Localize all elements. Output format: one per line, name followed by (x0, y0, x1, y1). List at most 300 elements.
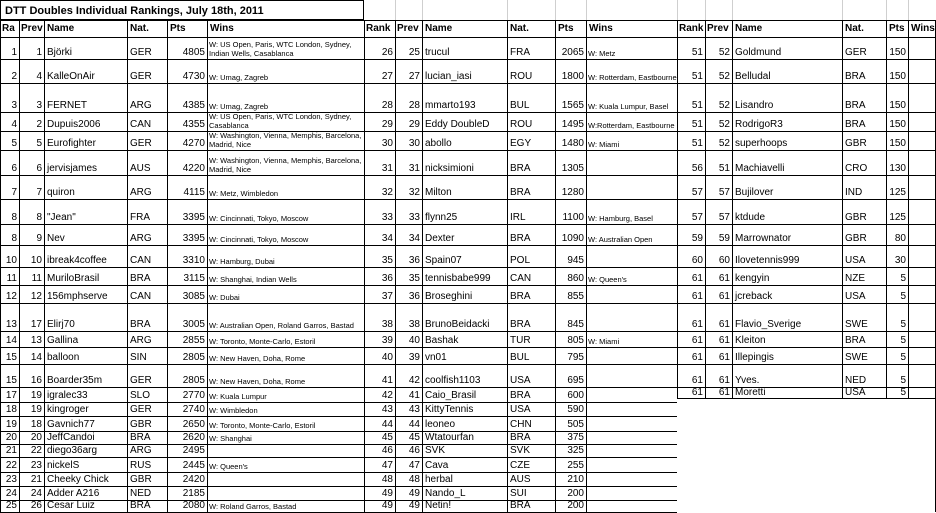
column-divider (908, 20, 909, 398)
column-header-rank: Rank (366, 23, 391, 34)
column-divider (507, 0, 508, 20)
prev-rank-cell: 35 (408, 273, 420, 284)
rank-cell: 33 (381, 212, 393, 223)
nationality-cell: GBR (845, 138, 867, 149)
nationality-cell: AUS (130, 163, 151, 174)
column-header-wins: Wins (589, 23, 613, 34)
wins-cell: W: Kuala Lumpur, Basel (588, 101, 669, 111)
prev-rank-cell: 33 (408, 212, 420, 223)
rank-cell: 27 (381, 71, 393, 82)
points-cell: 210 (567, 474, 584, 485)
prev-rank-cell: 31 (408, 163, 420, 174)
points-cell: 255 (567, 460, 584, 471)
prev-rank-cell: 52 (718, 119, 730, 130)
row-divider (677, 331, 936, 332)
row-divider (364, 431, 677, 432)
column-divider (395, 0, 396, 20)
prev-rank-cell: 52 (718, 71, 730, 82)
row-divider (0, 37, 364, 38)
row-divider (0, 267, 364, 268)
nationality-cell: NED (130, 488, 152, 499)
column-divider (677, 0, 678, 20)
nationality-cell: BRA (510, 319, 531, 330)
player-name-cell: nickelS (47, 460, 80, 471)
points-cell: 150 (889, 47, 906, 58)
rank-cell: 8 (11, 212, 17, 223)
nationality-cell: BRA (845, 119, 866, 130)
prev-rank-cell: 16 (30, 375, 42, 386)
column-divider (422, 20, 423, 512)
rank-cell: 30 (381, 138, 393, 149)
column-header-wins: Wins (911, 23, 935, 34)
player-name-cell: tennisbabe999 (425, 273, 491, 284)
prev-rank-cell: 52 (718, 100, 730, 111)
column-divider (886, 20, 887, 398)
wins-cell: W: Australian Open (588, 234, 653, 244)
wins-cell: W: Toronto, Monte-Carlo, Estoril (209, 420, 316, 430)
player-name-cell: Goldmund (735, 47, 782, 58)
wins-cell: W: Umag, Zagreb (209, 101, 269, 111)
points-cell: 4220 (182, 163, 205, 174)
column-divider (586, 20, 587, 512)
nationality-cell: SLO (130, 390, 151, 401)
column-header-rank: Rank (679, 23, 704, 34)
nationality-cell: GER (130, 71, 152, 82)
row-divider (677, 112, 936, 113)
points-cell: 5 (900, 291, 906, 302)
rank-cell: 51 (691, 119, 703, 130)
prev-rank-cell: 61 (718, 335, 730, 346)
prev-rank-cell: 34 (408, 233, 420, 244)
player-name-cell: jcreback (735, 291, 773, 302)
nationality-cell: GBR (130, 474, 152, 485)
nationality-cell: BUL (510, 352, 530, 363)
wins-cell: W: Dubai (209, 292, 240, 302)
wins-cell: W: Queen's (588, 274, 627, 284)
prev-rank-cell: 57 (718, 212, 730, 223)
prev-rank-cell: 47 (408, 460, 420, 471)
nationality-cell: CAN (130, 119, 152, 130)
player-name-cell: coolfish1103 (425, 375, 481, 386)
sheet-title: DTT Doubles Individual Rankings, July 18th, 2011 (0, 0, 364, 20)
rank-cell: 24 (5, 488, 17, 499)
column-divider (555, 0, 556, 20)
prev-rank-cell: 7 (36, 187, 42, 198)
points-cell: 5 (900, 375, 906, 386)
row-divider (0, 472, 364, 473)
points-cell: 1495 (561, 119, 584, 130)
row-divider (0, 199, 364, 200)
prev-rank-cell: 36 (408, 291, 420, 302)
points-cell: 4805 (182, 47, 205, 58)
column-divider (44, 20, 45, 512)
row-divider (677, 37, 936, 38)
player-name-cell: jervisjames (47, 163, 98, 174)
nationality-cell: BRA (510, 432, 531, 443)
player-name-cell: Belludal (735, 71, 771, 82)
column-divider (908, 0, 909, 20)
rank-cell: 1 (11, 47, 17, 58)
prev-rank-cell: 25 (408, 47, 420, 58)
wins-cell: W: Shanghai (209, 433, 252, 443)
player-name-cell: Bujilover (735, 187, 774, 198)
nationality-cell: ROU (510, 119, 533, 130)
prev-rank-cell: 12 (30, 291, 42, 302)
row-divider (364, 472, 677, 473)
row-divider (677, 175, 936, 176)
wins-cell: W: Roland Garros, Bastad (209, 501, 297, 511)
points-cell: 200 (567, 500, 584, 511)
nationality-cell: CAN (130, 291, 152, 302)
prev-rank-cell: 61 (718, 375, 730, 386)
prev-rank-cell: 13 (30, 335, 42, 346)
rank-cell: 4 (11, 119, 17, 130)
rank-cell: 7 (11, 187, 17, 198)
points-cell: 4270 (182, 138, 205, 149)
prev-rank-cell: 61 (718, 352, 730, 363)
row-divider (364, 500, 677, 501)
wins-cell: W: Miami (588, 336, 620, 346)
rank-cell: 59 (691, 233, 703, 244)
row-divider (0, 285, 364, 286)
player-name-cell: Cava (425, 460, 449, 471)
rank-cell: 15 (5, 375, 17, 386)
points-cell: 2065 (561, 47, 584, 58)
row-divider (677, 347, 936, 348)
prev-rank-cell: 46 (408, 445, 420, 456)
prev-rank-cell: 41 (408, 390, 420, 401)
player-name-cell: Eurofighter (47, 138, 96, 149)
player-name-cell: Broseghini (425, 291, 473, 302)
row-divider (677, 150, 936, 151)
nationality-cell: CRO (845, 163, 868, 174)
row-divider (364, 364, 677, 365)
player-name-cell: trucul (425, 47, 450, 58)
nationality-cell: CAN (510, 273, 532, 284)
row-divider (364, 175, 677, 176)
row-divider (677, 364, 936, 365)
player-name-cell: leoneo (425, 419, 456, 430)
rank-cell: 51 (691, 138, 703, 149)
rank-cell: 61 (691, 273, 703, 284)
rank-cell: 40 (381, 352, 393, 363)
wins-cell: W: Miami (588, 139, 620, 149)
player-name-cell: BrunoBeidacki (425, 319, 490, 330)
row-divider (364, 112, 677, 113)
column-divider (395, 20, 396, 512)
points-cell: 150 (889, 138, 906, 149)
row-divider (364, 331, 677, 332)
column-divider (705, 0, 706, 20)
rank-cell: 35 (381, 255, 393, 266)
row-divider (677, 199, 936, 200)
column-header-nat: Nat. (845, 23, 864, 34)
wins-cell: W: Washington, Vienna, Memphis, Barcelona, Madrid, Nice (209, 131, 362, 149)
wins-cell: W: Cincinnati, Tokyo, Moscow (209, 234, 309, 244)
prev-rank-cell: 49 (408, 488, 420, 499)
wins-cell: W: Queen's (209, 461, 248, 471)
rank-cell: 44 (381, 419, 393, 430)
points-cell: 4385 (182, 100, 205, 111)
rank-cell: 19 (5, 419, 17, 430)
prev-rank-cell: 6 (36, 163, 42, 174)
wins-cell: W: Metz (588, 48, 616, 58)
points-cell: 375 (567, 432, 584, 443)
nationality-cell: BRA (845, 71, 866, 82)
wins-cell: W: Umag, Zagreb (209, 72, 269, 82)
column-divider (842, 0, 843, 20)
nationality-cell: RUS (130, 460, 152, 471)
rank-cell: 31 (381, 163, 393, 174)
row-divider (677, 267, 936, 268)
prev-rank-cell: 43 (408, 404, 420, 415)
nationality-cell: BUL (510, 100, 530, 111)
row-divider (364, 486, 677, 487)
row-divider (677, 83, 936, 84)
player-name-cell: ktdude (735, 212, 766, 223)
rank-cell: 17 (5, 390, 17, 401)
nationality-cell: BRA (130, 273, 151, 284)
points-cell: 4115 (183, 187, 205, 198)
rank-cell: 61 (691, 352, 703, 363)
player-name-cell: Nev (47, 233, 65, 244)
prev-rank-cell: 42 (408, 375, 420, 386)
nationality-cell: SUI (510, 488, 527, 499)
prev-rank-cell: 1 (36, 47, 42, 58)
player-name-cell: balloon (47, 352, 80, 363)
rank-cell: 56 (691, 163, 703, 174)
column-header-name: Name (425, 23, 453, 34)
player-name-cell: Lisandro (735, 100, 774, 111)
row-divider (364, 245, 677, 246)
nationality-cell: POL (510, 255, 531, 266)
row-divider (364, 457, 677, 458)
nationality-cell: IRL (510, 212, 526, 223)
row-divider (0, 364, 364, 365)
points-cell: 695 (567, 375, 584, 386)
rank-cell: 47 (381, 460, 393, 471)
player-name-cell: Bashak (425, 335, 459, 346)
prev-rank-cell: 38 (408, 319, 420, 330)
rank-cell: 28 (381, 100, 393, 111)
row-divider (0, 20, 364, 21)
rank-cell: 21 (5, 445, 17, 456)
rank-cell: 46 (381, 445, 393, 456)
player-name-cell: igralec33 (47, 390, 88, 401)
row-divider (364, 444, 677, 445)
player-name-cell: "Jean" (47, 212, 76, 223)
rank-cell: 12 (5, 291, 17, 302)
points-cell: 3395 (182, 233, 205, 244)
points-cell: 4730 (182, 71, 205, 82)
points-cell: 2855 (182, 335, 205, 346)
nationality-cell: GBR (845, 233, 867, 244)
row-divider (364, 416, 677, 417)
points-cell: 1480 (561, 138, 584, 149)
player-name-cell: kingroger (47, 404, 89, 415)
rank-cell: 34 (381, 233, 393, 244)
rank-cell: 48 (381, 474, 393, 485)
prev-rank-cell: 57 (718, 187, 730, 198)
row-divider (364, 387, 677, 388)
prev-rank-cell: 2 (36, 119, 42, 130)
rank-cell: 61 (691, 319, 703, 330)
points-cell: 3115 (183, 273, 205, 284)
row-divider (677, 398, 936, 399)
nationality-cell: CHN (510, 419, 532, 430)
player-name-cell: Dupuis2006 (47, 119, 101, 130)
points-cell: 130 (889, 163, 906, 174)
nationality-cell: GER (130, 404, 152, 415)
prev-rank-cell: 52 (718, 47, 730, 58)
prev-rank-cell: 10 (30, 255, 42, 266)
row-divider (0, 486, 364, 487)
row-divider (364, 131, 677, 132)
prev-rank-cell: 36 (408, 255, 420, 266)
player-name-cell: KittyTennis (425, 404, 474, 415)
rank-cell: 11 (6, 273, 17, 284)
rank-cell: 14 (5, 335, 17, 346)
column-divider (507, 20, 508, 512)
column-divider (677, 20, 678, 398)
prev-rank-cell: 5 (36, 138, 42, 149)
rank-cell: 13 (5, 319, 17, 330)
points-cell: 2770 (182, 390, 205, 401)
points-cell: 3395 (182, 212, 205, 223)
points-cell: 3005 (182, 319, 205, 330)
points-cell: 1800 (561, 71, 584, 82)
prev-rank-cell: 45 (408, 432, 420, 443)
nationality-cell: GER (130, 375, 152, 386)
column-header-rank: Ra (2, 23, 15, 34)
row-divider (0, 245, 364, 246)
row-divider (364, 20, 677, 21)
player-name-cell: Gallina (47, 335, 79, 346)
prev-rank-cell: 44 (408, 419, 420, 430)
rank-cell: 51 (691, 47, 703, 58)
nationality-cell: GER (130, 138, 152, 149)
nationality-cell: BRA (510, 163, 531, 174)
points-cell: 3085 (182, 291, 205, 302)
player-name-cell: Yves. (735, 375, 760, 386)
nationality-cell: SVK (510, 445, 531, 456)
nationality-cell: FRA (510, 47, 530, 58)
prev-rank-cell: 19 (30, 404, 42, 415)
wins-cell: W: Metz, Wimbledon (209, 188, 279, 198)
prev-rank-cell: 23 (30, 460, 42, 471)
rank-cell: 8 (11, 233, 17, 244)
rank-cell: 3 (11, 100, 17, 111)
row-divider (0, 175, 364, 176)
wins-cell: W: Hamburg, Dubai (209, 256, 275, 266)
row-divider (0, 457, 364, 458)
nationality-cell: TUR (510, 335, 531, 346)
prev-rank-cell: 61 (718, 273, 730, 284)
row-divider (364, 224, 677, 225)
prev-rank-cell: 17 (30, 319, 42, 330)
rank-cell: 37 (381, 291, 393, 302)
prev-rank-cell: 29 (408, 119, 420, 130)
nationality-cell: GBR (845, 212, 867, 223)
nationality-cell: BRA (510, 390, 531, 401)
wins-cell: W: Toronto, Monte-Carlo, Estoril (209, 336, 316, 346)
player-name-cell: Boarder35m (47, 375, 103, 386)
points-cell: 2740 (182, 404, 205, 415)
row-divider (0, 112, 364, 113)
points-cell: 2650 (182, 419, 205, 430)
prev-rank-cell: 20 (30, 432, 42, 443)
row-divider (364, 303, 677, 304)
row-divider (677, 59, 936, 60)
row-divider (364, 37, 677, 38)
rank-cell: 6 (11, 163, 17, 174)
prev-rank-cell: 51 (718, 163, 730, 174)
player-name-cell: mmarto193 (425, 100, 476, 111)
player-name-cell: Cheeky Chick (47, 474, 109, 485)
points-cell: 860 (567, 273, 584, 284)
wins-cell: W: Wimbledon (209, 405, 258, 415)
player-name-cell: Illepingis (735, 352, 774, 363)
rank-cell: 57 (691, 187, 703, 198)
nationality-cell: SWE (845, 352, 868, 363)
prev-rank-cell: 24 (30, 488, 42, 499)
rank-cell: 57 (691, 212, 703, 223)
rank-cell: 23 (5, 474, 17, 485)
points-cell: 590 (567, 404, 584, 415)
row-divider (0, 83, 364, 84)
points-cell: 150 (889, 100, 906, 111)
player-name-cell: Flavio_Sverige (735, 319, 802, 330)
row-divider (364, 347, 677, 348)
column-header-prev: Prev (21, 23, 43, 34)
column-header-prev: Prev (397, 23, 419, 34)
wins-cell: W:Rotterdam, Eastbourne (588, 120, 675, 130)
wins-cell: W: US Open, Paris, WTC London, Sydney, Casablanca (209, 112, 352, 130)
points-cell: 150 (889, 119, 906, 130)
rank-cell: 61 (691, 375, 703, 386)
player-name-cell: MuriloBrasil (47, 273, 100, 284)
player-name-cell: SVK (425, 445, 446, 456)
nationality-cell: ARG (130, 445, 152, 456)
player-name-cell: ibreak4coffee (47, 255, 107, 266)
column-divider (19, 20, 20, 512)
points-cell: 805 (567, 335, 584, 346)
wins-cell: W: Washington, Vienna, Memphis, Barcelona, Madrid, Nice (209, 156, 362, 174)
points-cell: 80 (894, 233, 906, 244)
points-cell: 325 (567, 445, 584, 456)
nationality-cell: GBR (130, 419, 152, 430)
column-header-nat: Nat. (510, 23, 529, 34)
column-divider (886, 0, 887, 20)
nationality-cell: BRA (510, 291, 531, 302)
column-header-pts: Pts (558, 23, 574, 34)
player-name-cell: herbal (425, 474, 453, 485)
player-name-cell: flynn25 (425, 212, 458, 223)
nationality-cell: ARG (130, 100, 152, 111)
nationality-cell: FRA (130, 212, 150, 223)
column-header-pts: Pts (170, 23, 186, 34)
points-cell: 4355 (182, 119, 205, 130)
player-name-cell: Moretti (735, 387, 766, 398)
player-name-cell: quiron (47, 187, 75, 198)
player-name-cell: Spain07 (425, 255, 462, 266)
points-cell: 2080 (182, 500, 205, 511)
nationality-cell: BRA (130, 319, 151, 330)
prev-rank-cell: 30 (408, 138, 420, 149)
row-divider (0, 387, 364, 388)
row-divider (364, 59, 677, 60)
points-cell: 30 (894, 255, 906, 266)
